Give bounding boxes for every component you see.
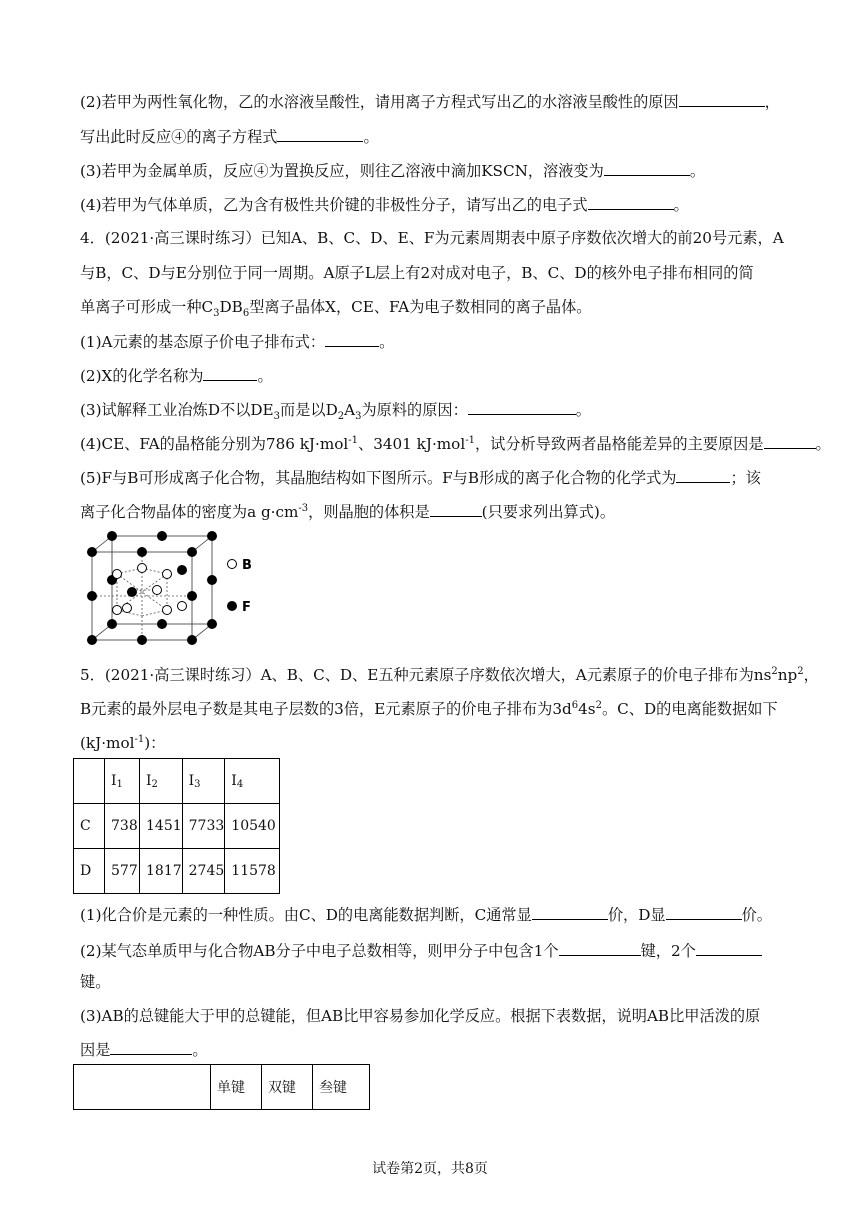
q5-stem-line3: (kJ·mol$^{-1}$)：: [80, 733, 166, 752]
q4-part2: (2)X的化学名称为 。: [80, 367, 273, 385]
answer-blank[interactable]: [676, 467, 730, 483]
answer-blank[interactable]: [203, 365, 257, 381]
answer-blank[interactable]: [604, 160, 690, 176]
table-cell: 10540: [225, 804, 280, 849]
q5-part1: (1)化合价是元素的一种性质。由C、D的电离能数据判断，C通常显 价，D显 价。: [80, 906, 772, 924]
q3-part2-line1: (2)若甲为两性氧化物，乙的水溶液呈酸性，请用离子方程式写出乙的水溶液呈酸性的原因 ，: [80, 93, 780, 111]
q4-part5-line2: 离子化合物晶体的密度为a $g\cdot cm^{-3}$，则晶胞的体积是 (只要求列出算式)。: [80, 502, 616, 521]
table-cell: D: [74, 849, 105, 894]
page-footer: 试卷第2页，共8页: [372, 1161, 488, 1177]
table-cell: 1817: [140, 849, 183, 894]
table-cell: 11578: [225, 849, 280, 894]
table-cell: I3: [182, 759, 225, 804]
legend-f-label: F: [242, 600, 251, 615]
q3-part2-line2: 写出此时反应④的离子方程式 。: [80, 128, 379, 146]
table-row: [74, 849, 280, 894]
bond-energy-table: [73, 1064, 370, 1110]
answer-blank[interactable]: [532, 904, 608, 920]
table-cell: [74, 1065, 211, 1110]
answer-blank[interactable]: [764, 433, 816, 449]
q4-part5-line1: (5)F与B可形成离子化合物，其晶胞结构如下图所示。F与B形成的离子化合物的化学式为 ；该: [80, 469, 761, 487]
answer-blank[interactable]: [559, 940, 641, 956]
q5-part2-line1: (2)某气态单质甲与化合物AB分子中电子总数相等，则甲分子中包含1个 键，2个: [80, 940, 810, 961]
table-cell: I2: [140, 759, 183, 804]
answer-blank[interactable]: [277, 126, 363, 142]
ionization-energy-table: [73, 758, 280, 894]
table-cell: I1: [105, 759, 140, 804]
q5-stem-line2: B元素的最外层电子数是其电子层数的3倍，E元素原子的价电子排布为$3d^64s^2$。C、D的电离能数据如下: [80, 699, 778, 718]
table-cell: 7733: [182, 804, 225, 849]
table-cell: [74, 759, 105, 804]
table-header-row: [74, 759, 280, 804]
table-cell: 双键: [262, 1065, 313, 1110]
q4-part3: (3)试解释工业冶炼D不以$DE_3$而是以$D_2A_3$为原料的原因： 。: [80, 401, 591, 423]
table-cell: I4: [225, 759, 280, 804]
table-cell: 单键: [211, 1065, 262, 1110]
table-cell: 1451: [140, 804, 183, 849]
answer-blank[interactable]: [588, 194, 674, 210]
q5-stem-line1: 5．(2021·高三课时练习）A、B、C、D、E五种元素原子序数依次增大，A元素原子的价电子排布为$ns^2np^2$，: [80, 665, 819, 684]
answer-blank[interactable]: [430, 501, 482, 517]
q5-part2-line2: 键。: [80, 973, 111, 991]
table-cell: 叁键: [313, 1065, 370, 1110]
table-header-row: [74, 1065, 370, 1110]
answer-blank[interactable]: [110, 1039, 192, 1055]
q4-stem-line3: 单离子可形成一种$C_3DB_6$型离子晶体X，CE、FA为电子数相同的离子晶体。: [80, 298, 592, 320]
answer-blank[interactable]: [679, 91, 765, 107]
q4-stem-line1: 4．(2021·高三课时练习）已知A、B、C、D、E、F为元素周期表中原子序数依次增大的前20号元素，A: [80, 229, 784, 247]
answer-blank[interactable]: [696, 940, 762, 956]
table-cell: 2745: [182, 849, 225, 894]
answer-blank[interactable]: [666, 904, 742, 920]
q3-part3: (3)若甲为金属单质，反应④为置换反应，则往乙溶液中滴加KSCN，溶液变为 。: [80, 162, 705, 180]
table-cell: 738: [105, 804, 140, 849]
q5-part3-line2: 因是 。: [80, 1041, 208, 1059]
q4-part4: (4)CE、FA的晶格能分别为786 kJ·mol$^{-1}$、3401 kJ·mol$^{-1}$，试分析导致两者晶格能差异的主要原因是 。: [80, 434, 831, 453]
legend-b-label: B: [242, 558, 252, 573]
table-cell: C: [74, 804, 105, 849]
crystal-cell-figure: [82, 530, 272, 650]
q4-part1: (1)A元素的基态原子价电子排布式： 。: [80, 333, 395, 351]
answer-blank[interactable]: [325, 331, 379, 347]
table-row: [74, 804, 280, 849]
q4-stem-line2: 与B，C、D与E分别位于同一周期。A原子L层上有2对成对电子，B、C、D的核外电子排布相同的简: [80, 264, 754, 282]
table-cell: 577: [105, 849, 140, 894]
q3-part4: (4)若甲为气体单质，乙为含有极性共价键的非极性分子，请写出乙的电子式 。: [80, 196, 689, 214]
q5-part3-line1: (3)AB的总键能大于甲的总键能，但AB比甲容易参加化学反应。根据下表数据，说明AB比甲活泼的原: [80, 1007, 761, 1025]
answer-blank[interactable]: [468, 399, 576, 415]
